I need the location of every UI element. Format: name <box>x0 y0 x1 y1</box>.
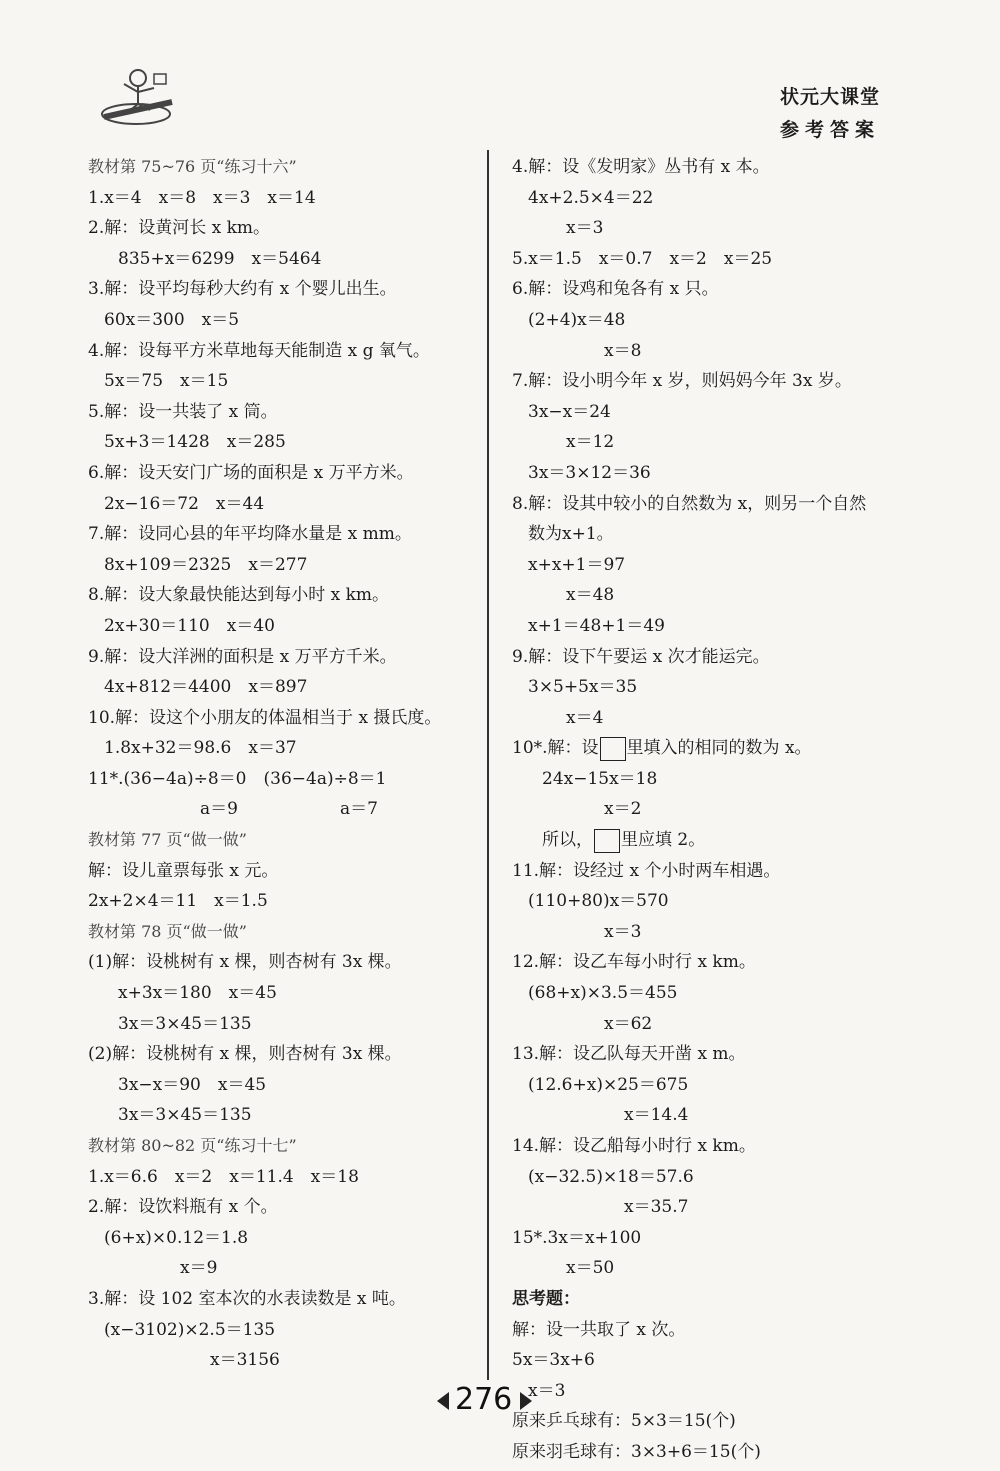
brand-title <box>780 82 880 142</box>
answer-line: 1.8x+32＝98.6 x＝37 <box>104 738 297 759</box>
answer-line: 15*.3x＝x+100 <box>512 1227 642 1248</box>
answer-line: 12.解：设乙车每小时行 x km。 <box>512 952 756 973</box>
answer-line: 13.解：设乙队每天开凿 x m。 <box>512 1044 746 1065</box>
answer-line: 原来羽毛球有：3×3+6＝15(个) <box>512 1441 761 1462</box>
answer-line <box>508 825 918 856</box>
answer-line: 3x−x＝24 <box>528 401 611 422</box>
column-divider <box>487 150 489 1380</box>
prev-page-arrow-icon <box>437 1392 449 1410</box>
section-heading: 教材第 80~82 页“练习十七” <box>88 1136 297 1155</box>
answer-line: x＝2 <box>604 799 642 820</box>
answer-line: x＝8 <box>604 340 642 361</box>
answer-line: 5.解：设一共装了 x 筒。 <box>88 401 278 422</box>
answer-line: 10.解：设这个小朋友的体温相当于 x 摄氏度。 <box>88 707 442 728</box>
answer-line <box>508 733 918 764</box>
answer-line: 11.解：设经过 x 个小时两车相遇。 <box>512 860 781 881</box>
answer-line: 11*.(36−4a)÷8＝0 (36−4a)÷8＝1 <box>88 768 387 789</box>
mascot-logo <box>98 62 178 132</box>
answer-line: 1.x＝4 x＝8 x＝3 x＝14 <box>88 187 316 208</box>
answer-line: x+x+1＝97 <box>528 554 626 575</box>
answer-line: x＝12 <box>566 432 615 453</box>
answer-line: 解：设儿童票每张 x 元。 <box>88 860 279 881</box>
answer-line: (68+x)×3.5＝455 <box>528 983 678 1004</box>
answer-line: 8.解：设大象最快能达到每小时 x km。 <box>88 585 390 606</box>
answer-line: 2x−16＝72 x＝44 <box>104 493 265 514</box>
blank-box <box>594 829 620 853</box>
answer-line: x＝14.4 <box>624 1105 689 1126</box>
next-page-arrow-icon <box>520 1392 532 1410</box>
answer-line: x＝4 <box>566 707 604 728</box>
answer-line: 2x+30＝110 x＝40 <box>104 615 275 636</box>
answer-line: 6.解：设鸡和兔各有 x 只。 <box>512 279 719 300</box>
answer-line: x+1＝48+1＝49 <box>528 615 665 636</box>
answer-line: 6.解：设天安门广场的面积是 x 万平方米。 <box>88 462 414 483</box>
right-column <box>508 152 918 1468</box>
answer-line: 3x−x＝90 x＝45 <box>118 1074 267 1095</box>
answer-text: 所以， <box>542 830 593 851</box>
answer-line: (x−32.5)×18＝57.6 <box>528 1166 694 1187</box>
answer-line: 1.x＝6.6 x＝2 x＝11.4 x＝18 <box>88 1166 359 1187</box>
answer-text: 10*.解：设 <box>512 738 599 759</box>
answer-line: (1)解：设桃树有 x 棵，则杏树有 3x 棵。 <box>88 952 402 973</box>
answer-line: 2.解：设饮料瓶有 x 个。 <box>88 1197 278 1218</box>
answer-line: 3x＝3×45＝135 <box>118 1105 252 1126</box>
section-heading: 教材第 75~76 页“练习十六” <box>88 157 297 176</box>
answer-line: (110+80)x＝570 <box>528 891 669 912</box>
answer-line: x＝3156 <box>210 1350 280 1371</box>
answer-line: 4.解：设《发明家》丛书有 x 本。 <box>512 157 770 177</box>
answer-line: x＝35.7 <box>624 1197 689 1218</box>
answer-line: 3.解：设 102 室本次的水表读数是 x 吨。 <box>88 1288 406 1309</box>
answer-line: x＝3 <box>566 218 604 239</box>
answer-line: 5x＝3x+6 <box>512 1350 595 1371</box>
page-number: 276 <box>455 1382 513 1417</box>
answer-text: 里应填 2。 <box>621 830 706 851</box>
answer-line: 5.x＝1.5 x＝0.7 x＝2 x＝25 <box>512 248 773 269</box>
answer-line: 14.解：设乙船每小时行 x km。 <box>512 1136 756 1156</box>
answer-line: x＝3 <box>528 1380 566 1401</box>
answer-line: x+3x＝180 x＝45 <box>118 983 277 1004</box>
section-heading: 教材第 78 页“做一做” <box>88 921 247 941</box>
answer-line: x＝48 <box>566 585 615 606</box>
answer-line: 9.解：设大洋洲的面积是 x 万平方千米。 <box>88 646 397 667</box>
answer-line: 2x+2×4＝11 x＝1.5 <box>88 891 268 912</box>
answer-text: 里填入的相同的数为 x。 <box>626 738 812 759</box>
section-heading: 教材第 77 页“做一做” <box>88 830 247 850</box>
answer-line: 3x＝3×12＝36 <box>528 462 651 483</box>
answer-line: 7.解：设同心县的年平均降水量是 x mm。 <box>88 524 412 545</box>
brand-line-1: 状元大课堂 <box>779 86 880 108</box>
answer-line: 5x＝75 x＝15 <box>104 371 229 392</box>
answer-line: 5x+3＝1428 x＝285 <box>104 432 286 453</box>
answer-line: (6+x)×0.12＝1.8 <box>104 1227 249 1248</box>
answer-line: 4x+2.5×4＝22 <box>528 187 654 208</box>
answer-line: 9.解：设下午要运 x 次才能运完。 <box>512 646 770 667</box>
answer-line: 3×5+5x＝35 <box>528 677 638 698</box>
answer-line: 3.解：设平均每秒大约有 x 个婴儿出生。 <box>88 279 397 300</box>
answer-line: x＝3 <box>604 921 642 942</box>
blank-box <box>600 737 626 761</box>
answer-line: a＝9 a＝7 <box>200 799 378 820</box>
answer-line: 8.解：设其中较小的自然数为 x，则另一个自然 <box>512 493 867 514</box>
answer-line: 4.解：设每平方米草地每天能制造 x g 氧气。 <box>88 340 430 361</box>
answer-line: x＝62 <box>604 1013 653 1034</box>
answer-line: x＝9 <box>180 1258 218 1279</box>
answer-line: 60x＝300 x＝5 <box>104 309 240 330</box>
answer-line: 思考题： <box>512 1288 580 1309</box>
answer-line: x＝50 <box>566 1258 615 1279</box>
answer-line: 3x＝3×45＝135 <box>118 1013 252 1034</box>
left-column <box>84 152 479 1376</box>
answer-line: (2+4)x＝48 <box>528 309 626 330</box>
brand-line-2: 参考答案 <box>779 119 880 141</box>
answer-line: 4x+812＝4400 x＝897 <box>104 677 308 698</box>
answer-line: 原来乒乓球有：5×3＝15(个) <box>512 1411 736 1432</box>
answer-line: (2)解：设桃树有 x 棵，则杏树有 3x 棵。 <box>88 1044 402 1065</box>
answer-line: (12.6+x)×25＝675 <box>528 1074 689 1095</box>
answer-line: 数为x+1。 <box>528 524 614 545</box>
answer-line: 7.解：设小明今年 x 岁，则妈妈今年 3x 岁。 <box>512 371 852 392</box>
answer-line: 24x−15x＝18 <box>542 768 658 789</box>
answer-line: 835+x＝6299 x＝5464 <box>118 248 322 269</box>
answer-line: 解：设一共取了 x 次。 <box>512 1319 686 1340</box>
answer-line: (x−3102)×2.5＝135 <box>104 1319 276 1340</box>
answer-line: 8x+109＝2325 x＝277 <box>104 554 308 575</box>
answer-line: 2.解：设黄河长 x km。 <box>88 218 271 239</box>
